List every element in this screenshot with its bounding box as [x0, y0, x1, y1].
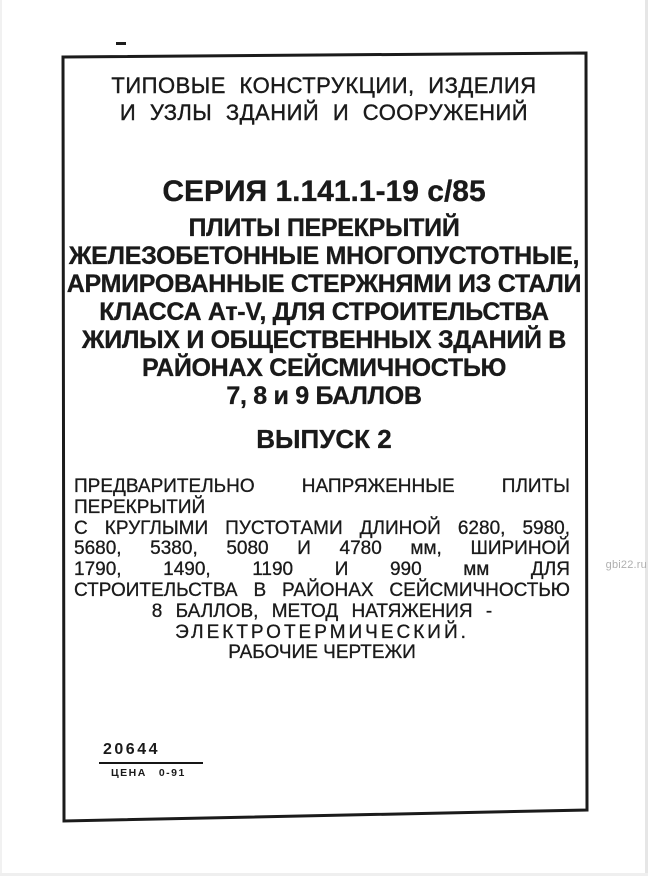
title-line-4: КЛАССА Ат-V, ДЛЯ СТРОИТЕЛЬСТВА: [99, 298, 549, 326]
header-line-2: И УЗЛЫ ЗДАНИЙ И СООРУЖЕНИЙ: [119, 100, 529, 125]
document-header: [62, 72, 586, 126]
header-line-1: ТИПОВЫЕ КОНСТРУКЦИИ, ИЗДЕЛИЯ: [111, 73, 537, 98]
price-label: ЦЕНА: [111, 767, 147, 779]
description-line-7: ЭЛЕКТРОТЕРМИЧЕСКИЙ.: [175, 621, 469, 643]
description-line-5: СТРОИТЕЛЬСТВА В РАЙОНАХ СЕЙСМИЧНОСТЬЮ: [74, 579, 570, 601]
description-line-8: РАБОЧИЕ ЧЕРТЕЖИ: [228, 642, 416, 664]
price-row: [99, 767, 203, 779]
watermark-text: gbi22.ru: [605, 559, 647, 571]
title-line-2: ЖЕЛЕЗОБЕТОННЫЕ МНОГОПУСТОТНЫЕ,: [68, 242, 580, 270]
title-line-5: ЖИЛЫХ И ОБЩЕСТВЕННЫХ ЗДАНИЙ В: [81, 326, 567, 354]
main-title-block: [62, 214, 586, 410]
title-line-1: ПЛИТЫ ПЕРЕКРЫТИЙ: [188, 214, 460, 242]
description-line-4: 1790, 1490, 1190 И 990 мм ДЛЯ: [74, 559, 570, 581]
description-line-3: 5680, 5380, 5080 И 4780 мм, ШИРИНОЙ: [74, 538, 570, 560]
title-line-7: 7, 8 и 9 БАЛЛОВ: [226, 382, 422, 410]
scan-artifact-dash: [116, 42, 126, 45]
description-line-6: 8 БАЛЛОВ, МЕТОД НАТЯЖЕНИЯ -: [151, 600, 493, 622]
catalog-block: [99, 741, 203, 779]
description-block: [74, 477, 570, 664]
title-line-6: РАЙОНАХ СЕЙСМИЧНОСТЬЮ: [141, 354, 507, 382]
series-title: СЕРИЯ 1.141.1-19 с/85: [162, 175, 486, 208]
price-value: 0-91: [158, 767, 186, 779]
catalog-number: 20644: [99, 741, 203, 764]
description-line-1: ПРЕДВАРИТЕЛЬНО НАПРЯЖЕННЫЕ ПЛИТЫ ПЕРЕКРЫТИЙ: [74, 476, 570, 518]
title-line-3: АРМИРОВАННЫЕ СТЕРЖНЯМИ ИЗ СТАЛИ: [66, 270, 582, 298]
description-line-2: С КРУГЛЫМИ ПУСТОТАМИ ДЛИНОЙ 6280, 5980,: [74, 517, 570, 539]
issue-label: ВЫПУСК 2: [256, 424, 392, 454]
